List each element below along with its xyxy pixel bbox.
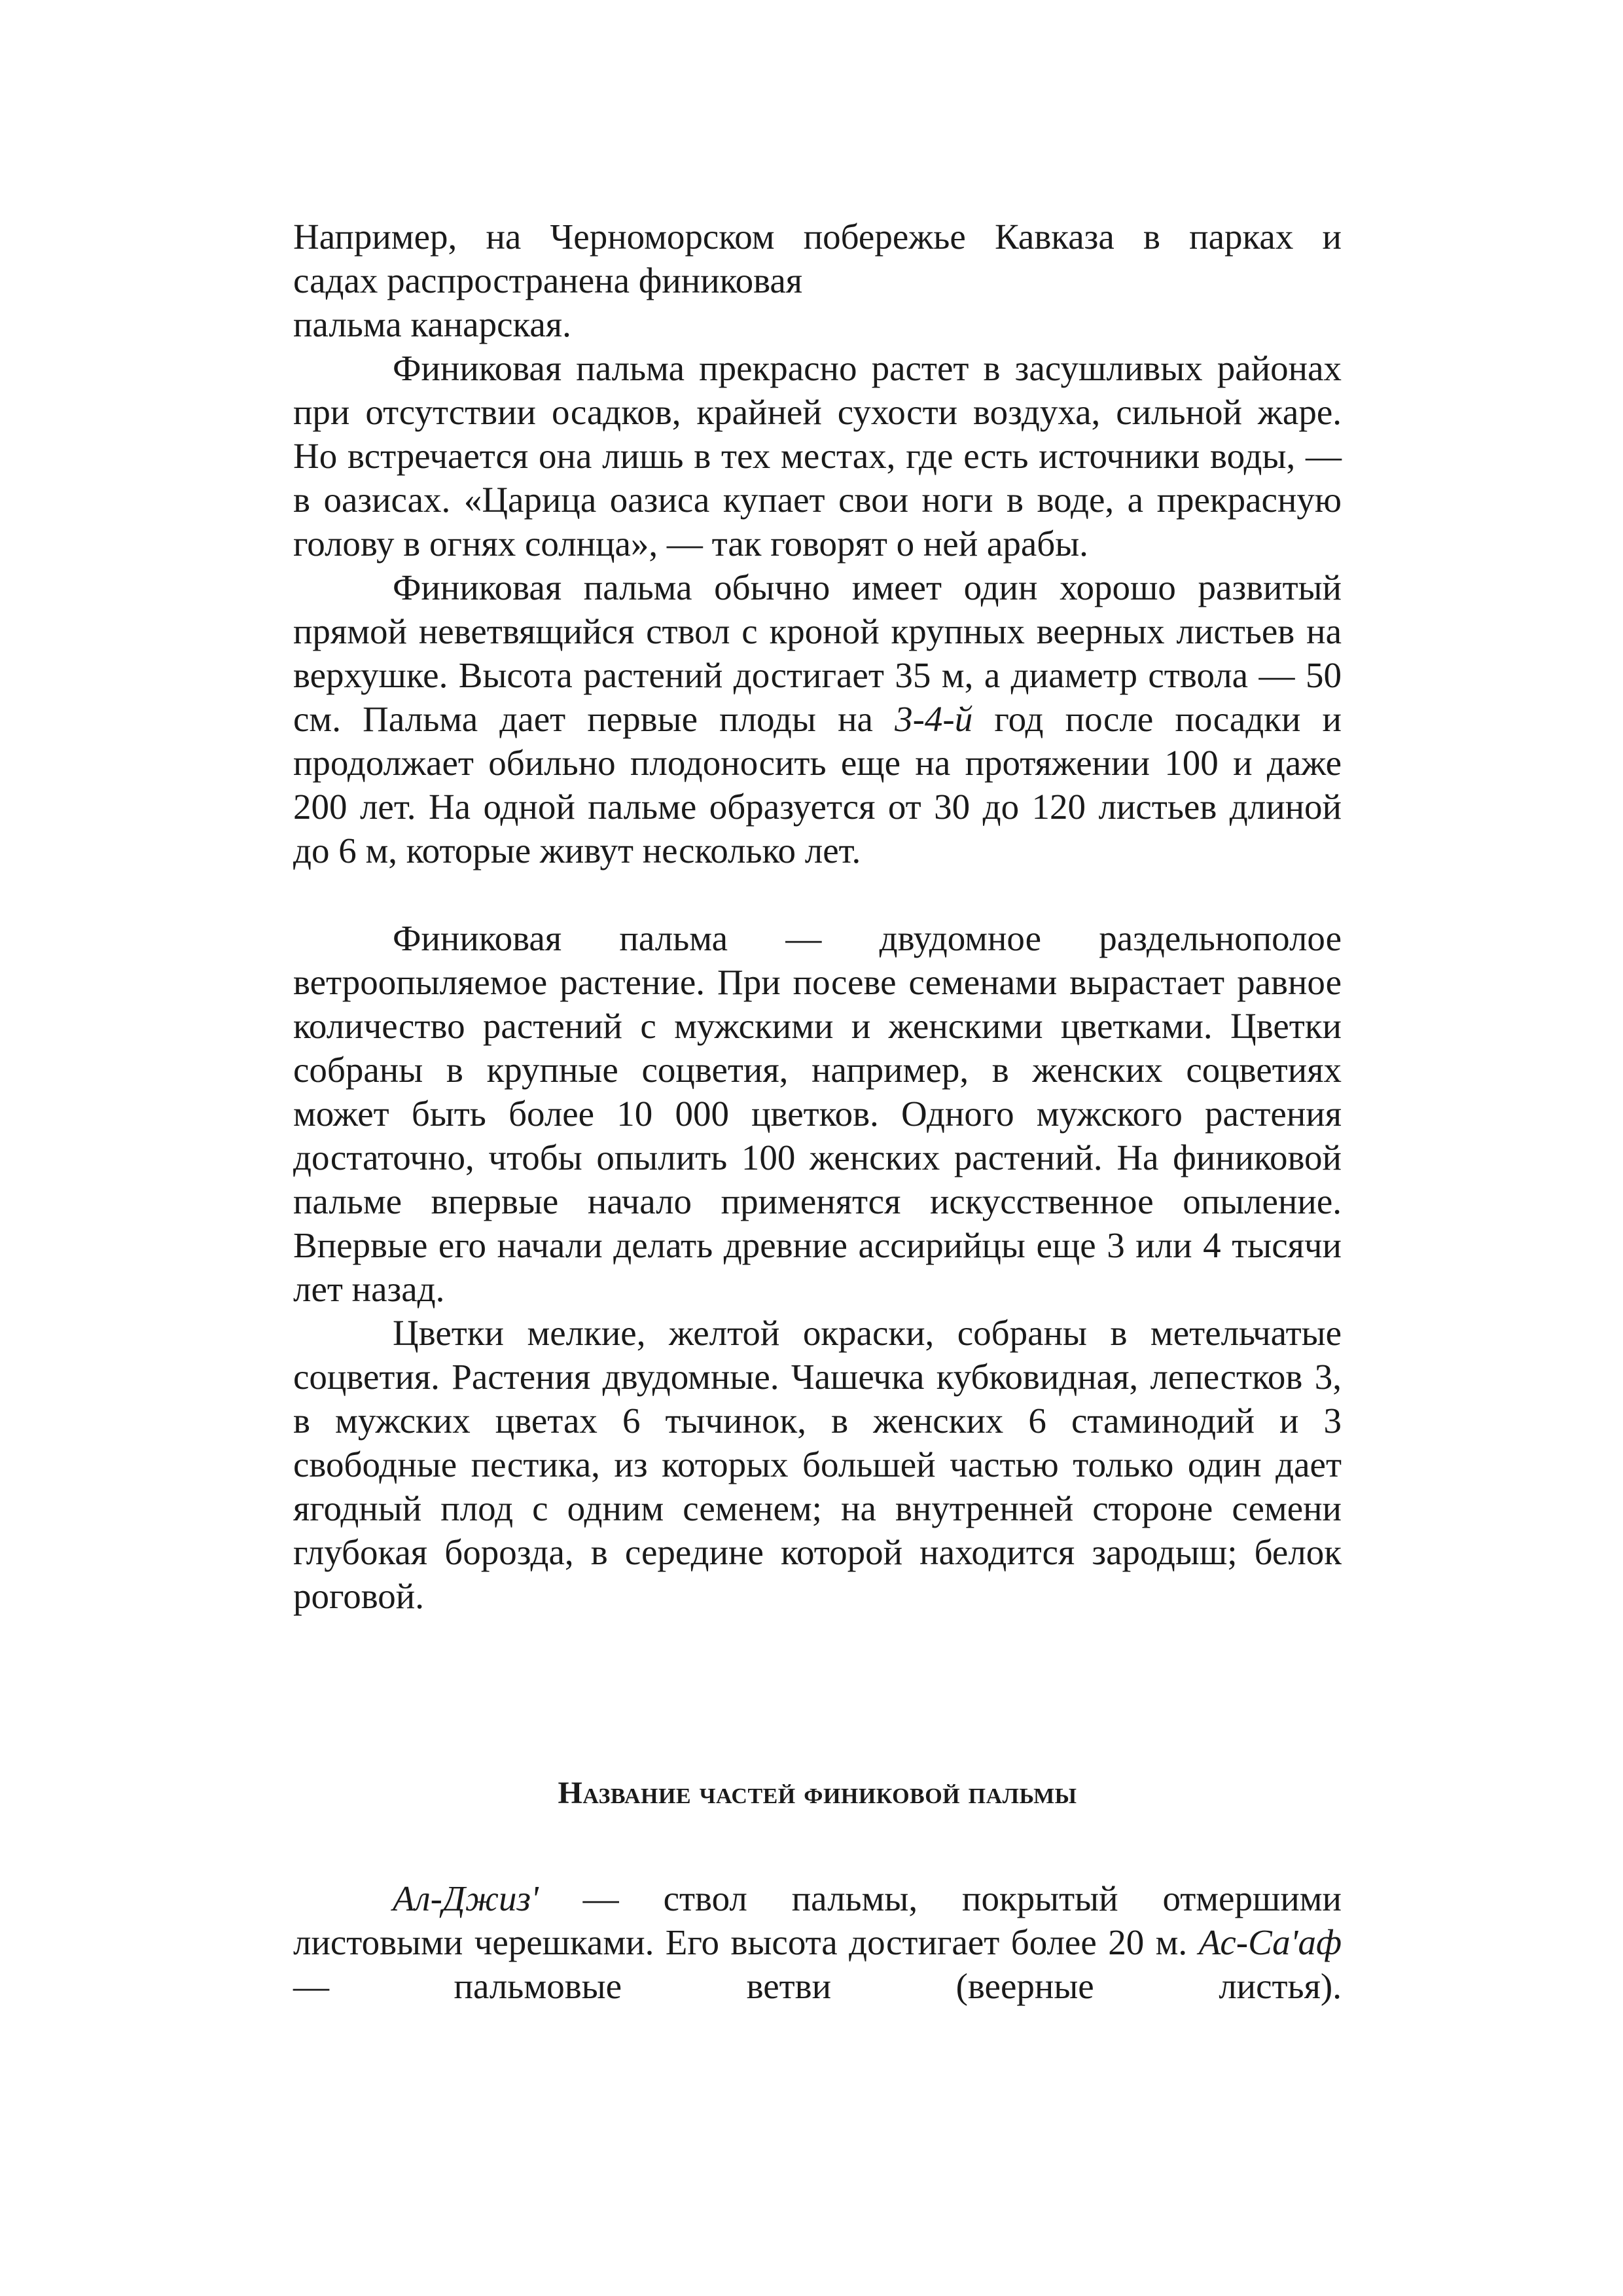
section-heading-wrap — [293, 1775, 1342, 1811]
section-heading: Название частей финиковой пальмы — [558, 1776, 1077, 1810]
trunk-text-a: Финиковая пальма обычно имеет один хорошо развитый прямой неветвящийся ствол с кроной крупных веерных листьев на верхушке. Высота растений достигает 35 м, а диаметр ствола — 50 см. Пальма дает первые плоды на — [293, 567, 1342, 739]
paragraph-oasis: Финиковая пальма прекрасно растет в засушливых районах при отсутствии осадков, крайней сухости воздуха, сильной жаре. Но встречается она лишь в тех местах, где есть источники воды, — в оазисах. «Царица оазиса купает свои ноги в воде, а прекрасную голову в огнях солнца», — так говорят о ней арабы. — [293, 348, 1342, 564]
term-al-jiz: Ал-Джиз' — [393, 1878, 539, 1918]
paragraph-trunk — [293, 565, 1342, 872]
document-page — [293, 215, 1342, 2008]
paragraph-intro — [293, 215, 1342, 346]
intro-line-2: садах распространена финиковая — [293, 260, 803, 300]
intro-line-3: пальма канарская. — [293, 304, 571, 344]
paragraph-flowers: Цветки мелкие, желтой окраски, собраны в метельчатые соцветия. Растения двудомные. Чашечка кубковидная, лепестков 3, в мужских цветах 6 тычинок, в женских 6 стаминодий и 3 свободные пестика, из которых большей частью только один дает ягодный плод с одним семенем; на внутренней стороне семени глубокая борозда, в середине которой находится зародыш; белок роговой. — [293, 1313, 1342, 1616]
paragraph-parts — [293, 1876, 1342, 2008]
term-as-saaf: Ас-Са'аф — [1198, 1922, 1342, 1962]
parts-text-a: — ствол пальмы, покрытый отмершими листовыми черешками. Его высота достигает более 20 м. — [293, 1878, 1342, 1962]
parts-text-b: — пальмовые ветви (веерные листья). — [293, 1966, 1342, 2006]
intro-line-1: Например, на Черноморском побережье Кавказа в парках и — [293, 217, 1342, 257]
trunk-text-b: год после посадки и продолжает обильно плодоносить еще на протяжении 100 и даже 200 лет. На одной пальме образуется от 30 до 120 листьев длиной до 6 м, которые живут несколько лет. — [293, 699, 1342, 870]
paragraph-pollination: Финиковая пальма — двудомное раздельнополое ветроопыляемое растение. При посеве семенами вырастает равное количество растений с мужскими и женскими цветками. Цветки собраны в крупные соцветия, например, в женских соцветиях может быть более 10 000 цветков. Одного мужского растения достаточно, чтобы опылить 100 женских растений. На финиковой пальме впервые начало применятся искусственное опыление. Впервые его начали делать древние ассирийцы еще 3 или 4 тысячи лет назад. — [293, 918, 1342, 1309]
trunk-text-italic: 3-4-й — [895, 699, 973, 739]
